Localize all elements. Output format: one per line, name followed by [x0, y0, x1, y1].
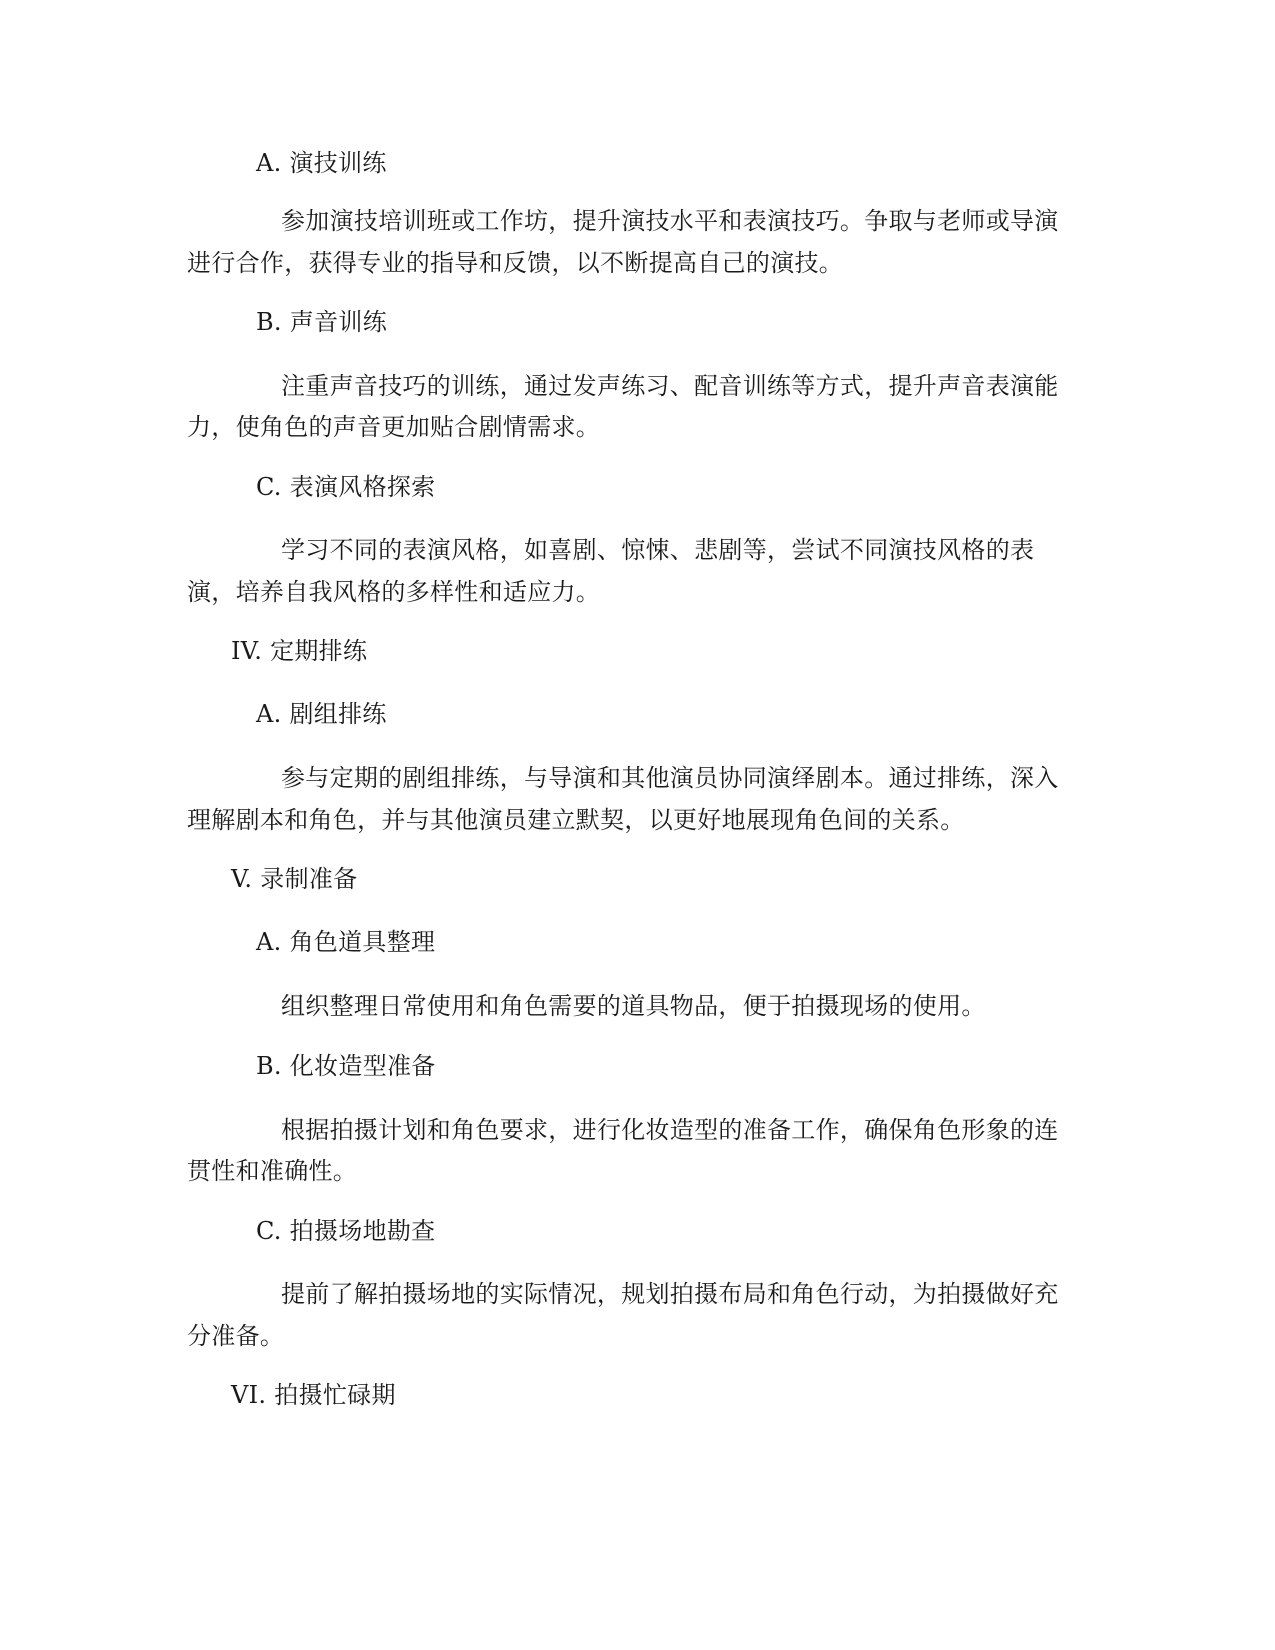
subsection-heading-crew-rehearsal: A. 剧组排练: [256, 700, 387, 728]
paragraph-line: 进行合作，获得专业的指导和反馈，以不断提高自己的演技。: [187, 249, 844, 277]
paragraph-line: 组织整理日常使用和角色需要的道具物品，便于拍摄现场的使用。: [281, 992, 986, 1020]
section-heading-recording-preparation: V. 录制准备: [231, 865, 358, 893]
paragraph-line: 学习不同的表演风格，如喜剧、惊悚、悲剧等，尝试不同演技风格的表: [281, 536, 1035, 564]
paragraph-line: 贯性和准确性。: [187, 1157, 358, 1185]
subsection-heading-acting-training: A. 演技训练: [256, 149, 387, 177]
section-heading-busy-shooting-period: VI. 拍摄忙碌期: [231, 1381, 396, 1409]
paragraph-line: 参加演技培训班或工作坊，提升演技水平和表演技巧。争取与老师或导演: [281, 207, 1059, 235]
paragraph-line: 提前了解拍摄场地的实际情况，规划拍摄布局和角色行动，为拍摄做好充: [281, 1280, 1059, 1308]
subsection-heading-voice-training: B. 声音训练: [256, 308, 387, 336]
paragraph-line: 注重声音技巧的训练，通过发声练习、配音训练等方式，提升声音表演能: [281, 372, 1059, 400]
subsection-heading-style-exploration: C. 表演风格探索: [256, 473, 436, 501]
paragraph-line: 力，使角色的声音更加贴合剧情需求。: [187, 413, 601, 441]
paragraph-line: 参与定期的剧组排练，与导演和其他演员协同演绎剧本。通过排练，深入: [281, 764, 1059, 792]
subsection-heading-props: A. 角色道具整理: [256, 928, 436, 956]
paragraph-line: 理解剧本和角色，并与其他演员建立默契，以更好地展现角色间的关系。: [187, 806, 965, 834]
paragraph-line: 分准备。: [187, 1322, 285, 1350]
section-heading-regular-rehearsal: IV. 定期排练: [231, 637, 368, 665]
subsection-heading-location-survey: C. 拍摄场地勘查: [256, 1217, 436, 1245]
subsection-heading-makeup: B. 化妆造型准备: [256, 1052, 436, 1080]
paragraph-line: 根据拍摄计划和角色要求，进行化妆造型的准备工作，确保角色形象的连: [281, 1116, 1059, 1144]
paragraph-line: 演，培养自我风格的多样性和适应力。: [187, 578, 601, 606]
